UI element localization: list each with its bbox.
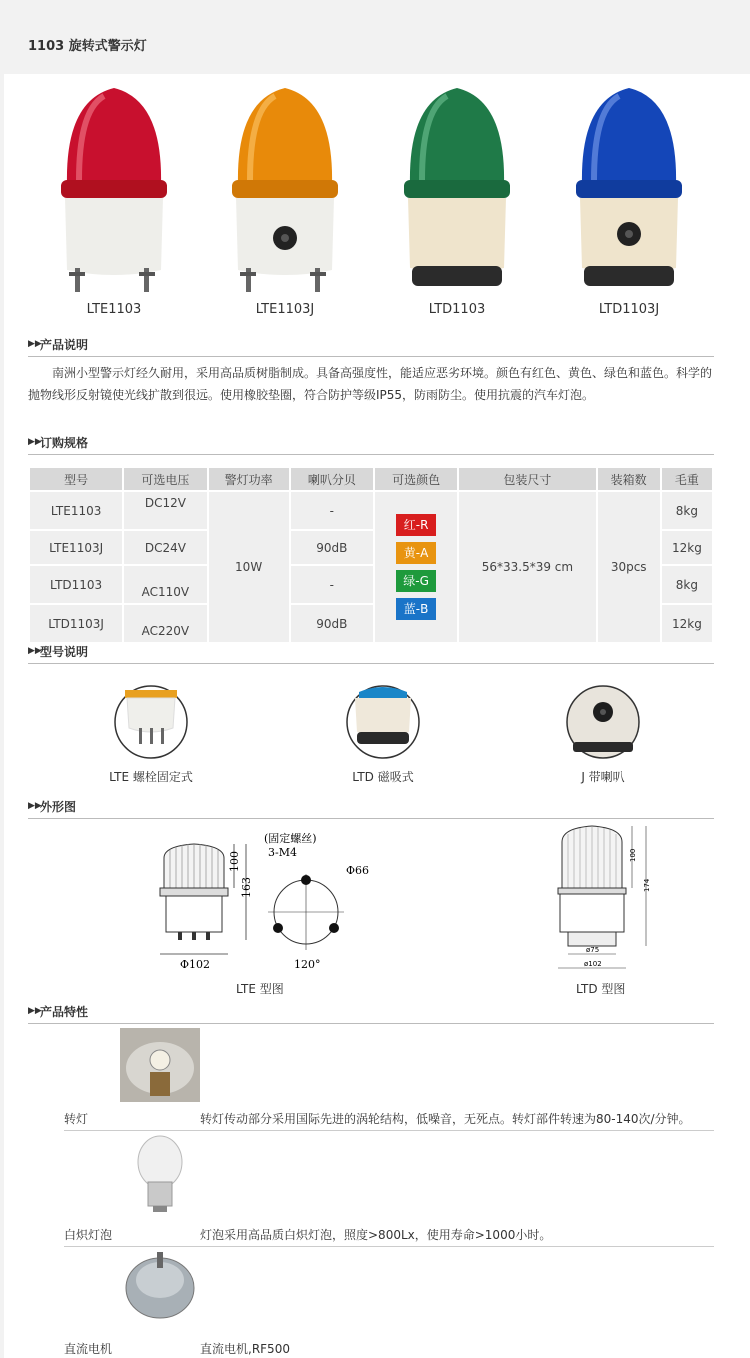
model-cell: LTE1103J xyxy=(29,530,123,565)
lamp-lte1103 xyxy=(49,80,179,317)
voltage-cell: AC220V xyxy=(123,604,207,643)
section-arrow-icon: ▶▶ xyxy=(28,437,42,447)
decibel-cell: - xyxy=(290,565,374,604)
page-title: 1103 旋转式警示灯 xyxy=(28,39,147,54)
header-cell: 警灯功率 xyxy=(208,467,290,491)
feature-name: 白炽灯泡 xyxy=(64,1228,113,1242)
motor-image xyxy=(120,1250,200,1330)
section-arrow-icon: ▶▶ xyxy=(28,646,42,656)
weight-cell: 12kg xyxy=(661,604,713,643)
header-cell: 可选颜色 xyxy=(374,467,458,491)
section-arrow-icon: ▶▶ xyxy=(28,339,42,349)
lamp-lte1103j xyxy=(220,80,350,317)
page-header xyxy=(0,0,750,74)
dim-dia102: Φ102 xyxy=(180,958,211,971)
feature-text: 直流电机,RF500 xyxy=(200,1342,290,1356)
ltd-drawing xyxy=(548,822,668,978)
lte-drawing xyxy=(154,828,394,978)
section-title: 外形图 xyxy=(40,800,77,814)
section-model-desc xyxy=(28,641,714,664)
dim-screw: 3-M4 xyxy=(268,846,297,859)
dim-dia75: ø75 xyxy=(586,946,600,954)
weight-cell: 8kg xyxy=(661,491,713,530)
feature-text: 转灯传动部分采用国际先进的涡轮结构，低噪音，无死点。转灯部件转速为80-140次/分钟。 xyxy=(200,1112,691,1126)
table-row xyxy=(29,491,713,530)
weight-cell: 12kg xyxy=(661,530,713,565)
lamp-ltd1103-image xyxy=(392,80,522,300)
feature-row xyxy=(64,1028,714,1131)
color-swatch-red: 红-R xyxy=(396,514,436,536)
section-title: 产品特性 xyxy=(40,1005,89,1019)
magnet-mount-image xyxy=(345,684,421,760)
dim-h100: 100 xyxy=(228,851,241,872)
voltage-cell: DC24V xyxy=(123,530,207,565)
lamp-label: LTD1103J xyxy=(598,302,660,317)
lamp-label: LTD1103 xyxy=(428,302,486,317)
feature-row xyxy=(64,1132,714,1247)
feature-name: 转灯 xyxy=(64,1112,89,1126)
lte-drawing-label: LTE 型图 xyxy=(236,982,284,996)
lamp-ltd1103j-image xyxy=(564,80,694,300)
lamp-gallery xyxy=(4,74,750,324)
header-cell: 毛重 xyxy=(661,467,713,491)
model-cell: LTD1103J xyxy=(29,604,123,643)
section-order-spec xyxy=(28,432,714,455)
model-label: LTE 螺栓固定式 xyxy=(109,770,193,784)
horn-image xyxy=(565,684,641,760)
lamp-label: LTE1103 xyxy=(86,302,142,317)
table-header-row xyxy=(29,467,713,491)
section-outline xyxy=(28,796,714,819)
color-cell xyxy=(374,491,458,643)
model-label: J 带喇叭 xyxy=(581,770,625,784)
lamp-ltd1103j xyxy=(564,80,694,317)
section-features xyxy=(28,1001,714,1024)
dim-h174: 174 xyxy=(643,878,651,892)
product-description: 南洲小型警示灯经久耐用，采用高品质树脂制成。具备高强度性，能适应恶劣环境。颜色有红色、黄色、绿色和蓝色。科学的抛物线形反射镜使光线扩散到很远。使用橡胶垫圈，符合防护等级IP55，防雨防尘。使用抗震的汽车灯泡。 xyxy=(28,366,713,402)
section-arrow-icon: ▶▶ xyxy=(28,1006,42,1016)
model-ltd xyxy=(318,684,448,785)
dim-h100: 100 xyxy=(629,848,637,862)
section-arrow-icon: ▶▶ xyxy=(28,801,42,811)
header-cell: 喇叭分贝 xyxy=(290,467,374,491)
lamp-lte1103j-image xyxy=(220,80,350,300)
model-cell: LTE1103 xyxy=(29,491,123,530)
power-cell: 10W xyxy=(208,491,290,643)
ltd-drawing-label: LTD 型图 xyxy=(576,982,626,996)
header-cell: 装箱数 xyxy=(597,467,661,491)
model-variants xyxy=(4,674,750,794)
outline-drawings xyxy=(4,820,750,1000)
spec-table xyxy=(28,466,714,644)
section-title: 产品说明 xyxy=(40,338,89,352)
package-cell: 56*33.5*39 cm xyxy=(458,491,596,643)
rotator-image xyxy=(120,1028,200,1102)
dim-fix: (固定螺丝) xyxy=(264,832,317,845)
decibel-cell: 90dB xyxy=(290,530,374,565)
voltage-cell: AC110V xyxy=(123,565,207,604)
dim-dia102: ø102 xyxy=(584,960,602,968)
dim-angle: 120° xyxy=(294,958,321,971)
section-title: 订购规格 xyxy=(40,436,89,450)
header-cell: 包装尺寸 xyxy=(458,467,596,491)
dim-h163: 163 xyxy=(240,877,253,898)
qty-cell: 30pcs xyxy=(597,491,661,643)
color-swatch-blue: 蓝-B xyxy=(396,598,436,620)
lamp-lte1103-image xyxy=(49,80,179,300)
content-panel xyxy=(4,74,750,1358)
bolt-mount-image xyxy=(113,684,189,760)
model-label: LTD 磁吸式 xyxy=(352,770,414,784)
lamp-ltd1103 xyxy=(392,80,522,317)
section-product-desc xyxy=(28,334,714,357)
color-swatch-green: 绿-G xyxy=(396,570,436,592)
voltage-cell: DC12V xyxy=(123,491,207,530)
model-lte xyxy=(86,684,216,785)
header-cell: 可选电压 xyxy=(123,467,207,491)
header-cell: 型号 xyxy=(29,467,123,491)
lamp-label: LTE1103J xyxy=(255,302,315,317)
weight-cell: 8kg xyxy=(661,565,713,604)
decibel-cell: 90dB xyxy=(290,604,374,643)
bulb-image xyxy=(120,1132,200,1216)
feature-row xyxy=(64,1250,714,1358)
dim-dia66: Φ66 xyxy=(346,864,370,877)
decibel-cell: - xyxy=(290,491,374,530)
color-swatch-amber: 黄-A xyxy=(396,542,436,564)
feature-text: 灯泡采用高品质白炽灯泡，照度>800Lx，使用寿命>1000小时。 xyxy=(200,1228,552,1242)
model-j xyxy=(538,684,668,785)
section-title: 型号说明 xyxy=(40,645,89,659)
feature-name: 直流电机 xyxy=(64,1342,113,1356)
model-cell: LTD1103 xyxy=(29,565,123,604)
